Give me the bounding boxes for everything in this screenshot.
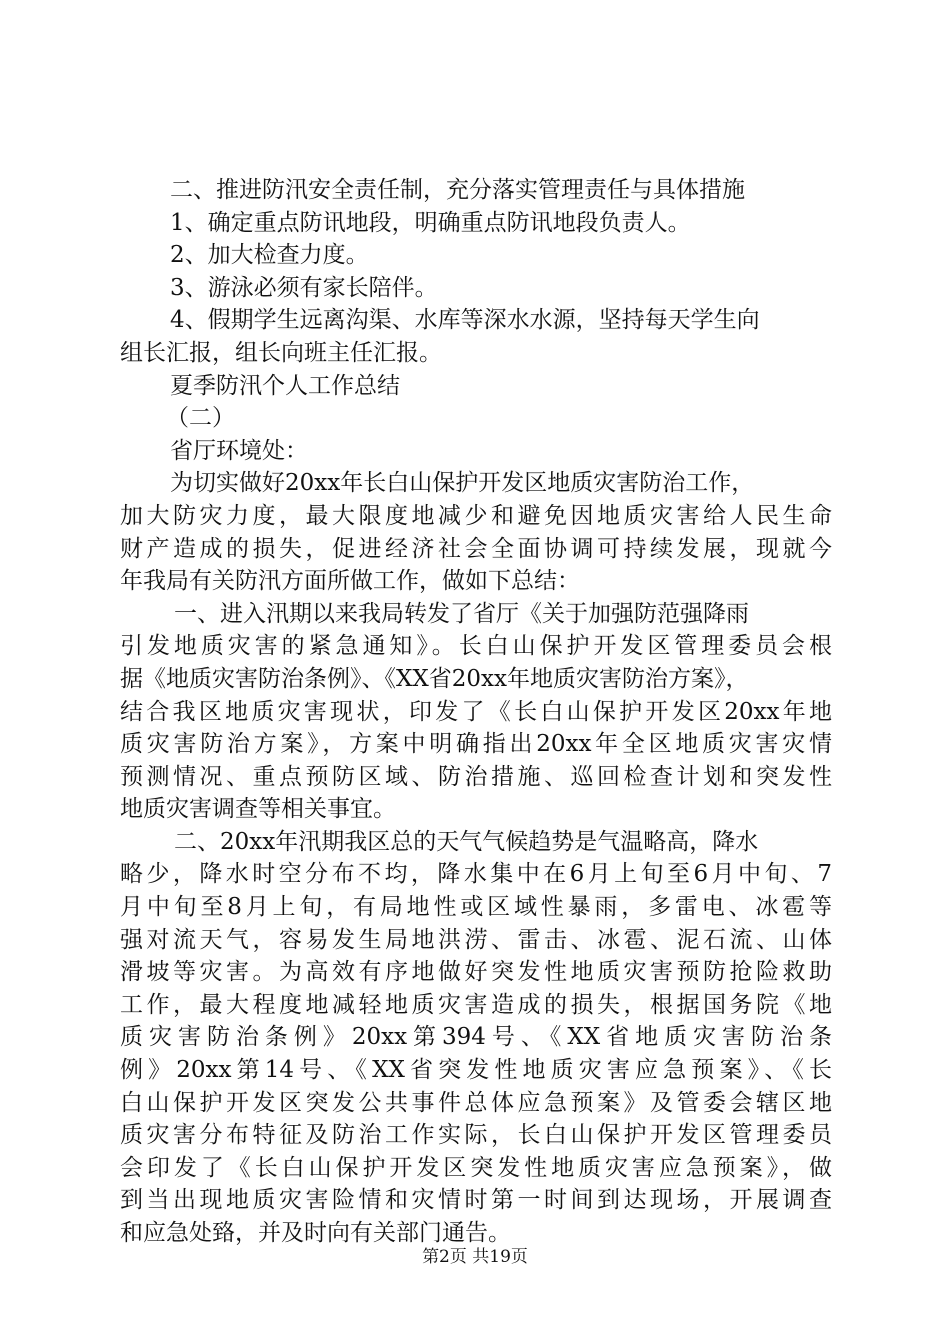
paragraph-one-line: 引发地质灾害的紧急通知》。长白山保护开发区管理委员会根 [120, 633, 832, 660]
paragraph-two-line: 工作，最大程度地减轻地质灾害造成的损失，根据国务院《地 [120, 991, 832, 1018]
paragraph-two-line: 例》20xx第14号、《XX省突发性地质灾害应急预案》、《长 [120, 1057, 832, 1084]
paragraph-two-line: 滑坡等灾害。为高效有序地做好突发性地质灾害预防抢险救助 [120, 959, 832, 986]
paragraph-two-line: 强对流天气，容易发生局地洪涝、雷击、冰雹、泥石流、山体 [120, 926, 832, 953]
list-item: 3、游泳必须有家长陪伴。 [170, 274, 438, 301]
paragraph-two-line: 和应急处臵，并及时向有关部门通告。 [120, 1220, 511, 1246]
list-item: 1、确定重点防讯地段，明确重点防讯地段负责人。 [170, 209, 691, 236]
list-item: 4、假期学生远离沟渠、水库等深水水源，坚持每天学生向 [170, 307, 760, 334]
intro-line: 财产造成的损失，促进经济社会全面协调可持续发展，现就今 [120, 535, 832, 562]
document-part-label: （二） [166, 405, 235, 432]
paragraph-one-line: 一、进入汛期以来我局转发了省厅《关于加强防范强降雨 [174, 600, 749, 627]
paragraph-two-line: 到当出现地质灾害险情和灾情时第一时间到达现场，开展调查 [120, 1187, 832, 1214]
section-heading: 二、推进防汛安全责任制，充分落实管理责任与具体措施 [170, 177, 745, 203]
intro-line: 年我局有关防汛方面所做工作，做如下总结： [120, 568, 580, 595]
intro-line: 加大防灾力度，最大限度地减少和避免因地质灾害给人民生命 [120, 502, 832, 529]
paragraph-two-line: 质灾害分布特征及防治工作实际，长白山保护开发区管理委员 [120, 1122, 832, 1149]
salutation: 省厅环境处： [170, 437, 308, 464]
paragraph-one-line: 据《地质灾害防治条例》、《XX省20xx年地质灾害防治方案》， [120, 665, 749, 692]
paragraph-one-line: 结合我区地质灾害现状，印发了《长白山保护开发区20xx年地 [120, 698, 832, 725]
document-title: 夏季防汛个人工作总结 [170, 372, 400, 399]
paragraph-two-line: 会印发了《长白山保护开发区突发性地质灾害应急预案》，做 [120, 1154, 832, 1181]
paragraph-one-line: 地质灾害调查等相关事宜。 [120, 796, 396, 823]
paragraph-two-line: 二、20xx年汛期我区总的天气气候趋势是气温略高，降水 [174, 828, 759, 855]
list-item: 2、加大检查力度。 [170, 242, 369, 269]
paragraph-two-line: 质灾害防治条例》20xx第394号、《XX省地质灾害防治条 [120, 1024, 832, 1051]
paragraph-two-line: 略少，降水时空分布不均，降水集中在6月上旬至6月中旬、7 [120, 861, 832, 888]
paragraph-one-line: 质灾害防治方案》，方案中明确指出20xx年全区地质灾害灾情 [120, 731, 832, 758]
list-item-continuation: 组长汇报，组长向班主任汇报。 [120, 339, 442, 366]
page-number-footer: 第2页 共19页 [422, 1247, 528, 1267]
document-body [120, 174, 832, 1250]
intro-line: 为切实做好20xx年长白山保护开发区地质灾害防治工作， [170, 470, 755, 497]
paragraph-two-line: 白山保护开发区突发公共事件总体应急预案》及管委会辖区地 [120, 1089, 832, 1116]
paragraph-two-line: 月中旬至8月上旬，有局地性或区域性暴雨，多雷电、冰雹等 [120, 894, 832, 921]
paragraph-one-line: 预测情况、重点预防区域、防治措施、巡回检查计划和突发性 [120, 763, 832, 790]
